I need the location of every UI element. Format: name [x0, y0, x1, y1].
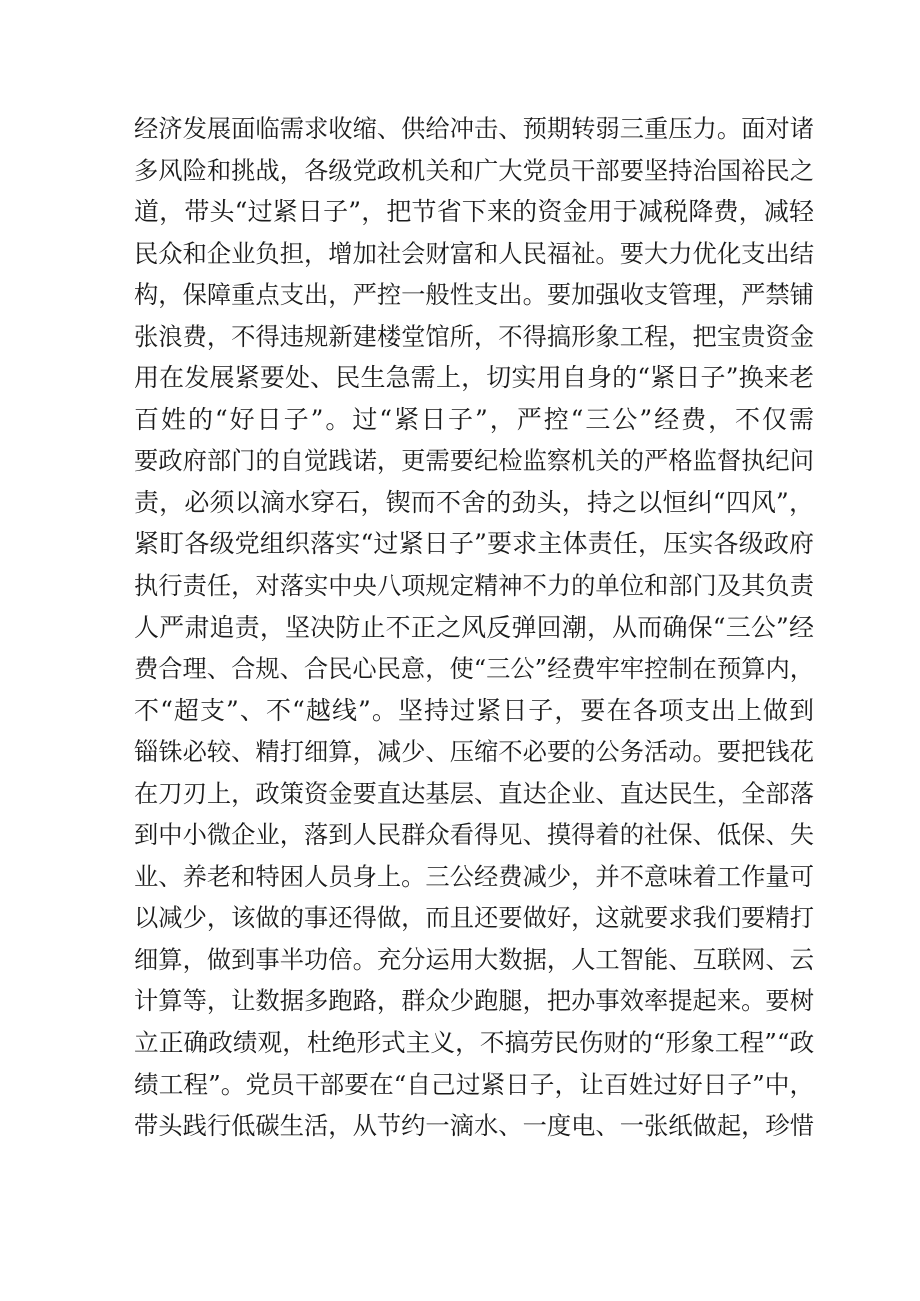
text-line: 带头践行低碳生活，从节约一滴水、一度电、一张纸做起，珍惜: [134, 1111, 814, 1141]
text-line: 百姓的“好日子”。过“紧日子”，严控“三公”经费，不仅需: [134, 404, 814, 434]
text-line: 要政府部门的自觉践诺，更需要纪检监察机关的严格监督执纪问: [134, 446, 814, 476]
text-line: 责，必须以滴水穿石，锲而不舍的劲头，持之以恒纠“四风”，: [134, 487, 814, 517]
text-line: 费合理、合规、合民心民意，使“三公”经费牢牢控制在预算内，: [134, 654, 814, 684]
text-line: 执行责任，对落实中央八项规定精神不力的单位和部门及其负责: [134, 571, 814, 601]
text-line: 到中小微企业，落到人民群众看得见、摸得着的社保、低保、失: [134, 820, 814, 850]
text-line: 业、养老和特困人员身上。三公经费减少，并不意味着工作量可: [134, 861, 814, 891]
text-line: 民众和企业负担，增加社会财富和人民福祉。要大力优化支出结: [134, 238, 814, 268]
text-line: 张浪费，不得违规新建楼堂馆所，不得搞形象工程，把宝贵资金: [134, 321, 814, 351]
text-line: 人严肃追责，坚决防止不正之风反弹回潮，从而确保“三公”经: [134, 612, 814, 642]
text-line: 以减少，该做的事还得做，而且还要做好，这就要求我们要精打: [134, 903, 814, 933]
text-line: 不“超支”、不“越线”。坚持过紧日子，要在各项支出上做到: [134, 695, 814, 725]
text-line: 绩工程”。党员干部要在“自己过紧日子，让百姓过好日子”中，: [134, 1069, 815, 1099]
text-line: 计算等，让数据多跑路，群众少跑腿，把办事效率提起来。要树: [134, 986, 814, 1016]
text-line: 细算，做到事半功倍。充分运用大数据，人工智能、互联网、云: [134, 944, 814, 974]
text-line: 紧盯各级党组织落实“过紧日子”要求主体责任，压实各级政府: [134, 529, 814, 559]
text-line: 立正确政绩观，杜绝形式主义，不搞劳民伤财的“形象工程”“政: [134, 1028, 815, 1058]
text-line: 多风险和挑战，各级党政机关和广大党员干部要坚持治国裕民之: [134, 155, 814, 185]
text-line: 在刀刃上，政策资金要直达基层、直达企业、直达民生，全部落: [134, 778, 814, 808]
text-line: 经济发展面临需求收缩、供给冲击、预期转弱三重压力。面对诸: [134, 114, 814, 143]
text-line: 道，带头“过紧日子”，把节省下来的资金用于减税降费，减轻: [134, 197, 814, 227]
text-line: 构，保障重点支出，严控一般性支出。要加强收支管理，严禁铺: [134, 280, 814, 310]
body-paragraph: [134, 108, 814, 1147]
text-line: 用在发展紧要处、民生急需上，切实用自身的“紧日子”换来老: [134, 363, 814, 393]
text-line: 锱铢必较、精打细算，减少、压缩不必要的公务活动。要把钱花: [134, 737, 814, 767]
